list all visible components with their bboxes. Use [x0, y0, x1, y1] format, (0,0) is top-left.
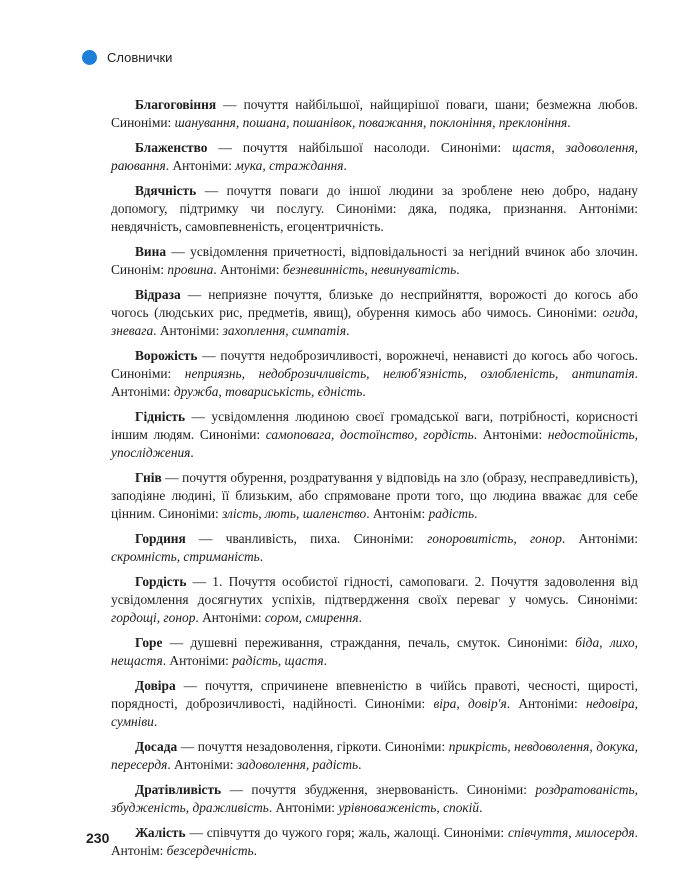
entry-end: . — [153, 714, 158, 729]
entry-synonyms: шанування, пошана, пошанівок, поважання, поклоніння, преклоніння — [174, 115, 568, 130]
entry-end: . — [358, 610, 363, 625]
entry-definition: — почуття незадоволення, гіркоти. Синоніми: — [177, 739, 449, 754]
entry-end: . — [253, 843, 257, 858]
entry-term: Відраза — [135, 287, 181, 302]
dictionary-entry — [111, 738, 638, 774]
entry-synonyms: неприязнь, недоброзичливість, нелюб'язність, озлобленість, антипатія — [184, 366, 635, 381]
dictionary-entry — [111, 781, 638, 817]
dictionary-entry — [111, 573, 638, 627]
entry-synonyms: гордощі, гонор — [111, 610, 196, 625]
entry-definition: — почуття поваги до іншої людини за зроблене нею добро, надану допомогу, підтримку чи послугу. Синоніми: дяка, подяка, признання. Антоніми: невдячність, самовпевненість, егоцентричність. — [111, 183, 638, 234]
dictionary-entry — [111, 469, 638, 523]
entry-term: Довіра — [135, 678, 176, 693]
entry-term: Гордість — [135, 574, 187, 589]
entry-synonyms: прикрість, невдоволення, докука, пересердя — [111, 739, 638, 772]
section-bullet-icon — [82, 50, 97, 65]
entry-separator: . Антоніми: — [111, 366, 638, 399]
dictionary-entry — [111, 347, 638, 401]
entry-separator: . Антоніми: — [268, 800, 339, 815]
entry-separator: . Антонім: — [366, 506, 429, 521]
entry-term: Вина — [135, 244, 167, 259]
entry-definition: — чванливість, пиха. Синоніми: — [185, 531, 428, 546]
entry-definition: — почуття недоброзичливості, ворожнечі, ненависті до когось або чогось. Синоніми: — [111, 348, 638, 381]
entry-definition: — неприязне почуття, близьке до несприйняття, ворожості до когось або чогось (людських рис, предметів, явищ), обурення кимось або чимось. Синоніми: — [111, 287, 638, 320]
entry-definition: — почуття, спричинене впевненістю в чиїйсь правоті, чесності, щирості, порядності, доброзичливості, надійності. Синоніми: — [111, 678, 638, 711]
entry-separator: . Антоніми: — [561, 531, 638, 546]
dictionary-entry — [111, 824, 638, 860]
entry-definition: — почуття збудження, знервованість. Синоніми: — [221, 782, 536, 797]
entry-antonyms: безневинність, невинуватість — [282, 262, 457, 277]
entry-antonyms: мука, страждання — [235, 158, 344, 173]
entry-separator: . Антоніми: — [165, 158, 236, 173]
entry-end: . — [190, 445, 194, 460]
entry-separator: . Антоніми: — [162, 653, 233, 668]
entry-end: . — [362, 384, 366, 399]
page-number: 230 — [86, 830, 110, 846]
entry-separator: . Антоніми: — [153, 323, 223, 338]
entry-definition: — почуття найбільшої насолоди. Синоніми: — [207, 140, 513, 155]
entry-definition: — почуття обурення, роздратування у відповідь на зло (образу, несправедливість), заподіяне людині, її близьким, або спрямоване проти того, що людина вважає для себе цінним. Синоніми: — [111, 470, 638, 521]
entry-term: Гнів — [135, 470, 162, 485]
entry-synonyms: біда, лихо, нещастя — [111, 635, 639, 668]
entry-separator: . Антоніми: — [473, 427, 548, 442]
dictionary-entries — [111, 96, 638, 867]
section-header — [82, 50, 172, 65]
entry-antonyms: сором, смирення — [264, 610, 359, 625]
entry-term: Ворожість — [135, 348, 198, 363]
entry-term: Гординя — [135, 531, 186, 546]
entry-term: Гідність — [135, 409, 186, 424]
entry-synonyms: огида, зневага — [111, 305, 638, 338]
entry-definition: — співчуття до чужого горя; жаль, жалощі. Синоніми: — [185, 825, 509, 840]
entry-definition: — усвідомлення людиною своєї громадської ваги, потрібності, корисності іншим людям. Синоніми: — [111, 409, 638, 442]
dictionary-entry — [111, 182, 638, 236]
section-title: Словнички — [107, 50, 173, 65]
dictionary-entry — [111, 408, 638, 462]
dictionary-entry — [111, 530, 638, 566]
entry-separator: . Антоніми: — [167, 757, 237, 772]
entry-separator: . Антоніми: — [195, 610, 265, 625]
entry-definition: — почуття найбільшої, найщирішої поваги, шани; безмежна любов. Синоніми: — [111, 97, 638, 130]
dictionary-entry — [111, 286, 638, 340]
entry-synonyms: співчуття, милосердя — [508, 825, 635, 840]
entry-term: Благоговіння — [135, 97, 217, 112]
entry-synonyms: злість, лють, шаленство — [222, 506, 367, 521]
entry-end: . — [479, 800, 483, 815]
entry-end: . — [474, 506, 478, 521]
entry-end: . — [358, 757, 362, 772]
entry-antonyms: радість, щастя — [232, 653, 324, 668]
entry-antonyms: захоплення, симпатія — [222, 323, 347, 338]
entry-separator: . Антоніми: — [213, 262, 283, 277]
entry-separator: . Антонім: — [111, 825, 638, 858]
dictionary-entry — [111, 96, 638, 132]
entry-synonyms: роздратованість, збудженість, дражливість — [111, 782, 638, 815]
entry-end: . — [346, 323, 350, 338]
dictionary-entry — [111, 634, 638, 670]
entry-term: Блаженство — [135, 140, 208, 155]
entry-antonyms: недовіра, сумніви — [111, 696, 639, 729]
entry-term: Вдячність — [135, 183, 197, 198]
entry-term: Дратівливість — [135, 782, 222, 797]
entry-term: Досада — [135, 739, 178, 754]
entry-synonyms: щастя, задоволення, раювання — [111, 140, 638, 173]
entry-antonyms: безсердечність — [166, 843, 254, 858]
entry-end: . — [456, 262, 460, 277]
entry-antonyms: радість — [428, 506, 475, 521]
entry-antonyms: скромність, стриманість — [111, 549, 260, 564]
entry-synonyms: провина — [167, 262, 214, 277]
entry-separator: . Антоніми: — [506, 696, 587, 711]
dictionary-entry — [111, 139, 638, 175]
entry-end: . — [259, 549, 264, 564]
entry-end: . — [343, 158, 347, 173]
entry-antonyms: недостойність, упосліджения — [111, 427, 638, 460]
entry-end: . — [323, 653, 328, 668]
entry-definition: — усвідомлення причетності, відповідальності за негідний вчинок або злочин. Синонім: — [111, 244, 638, 277]
dictionary-entry — [111, 677, 638, 731]
dictionary-entry — [111, 243, 638, 279]
entry-antonyms: урівноваженість, спокій — [338, 800, 480, 815]
entry-definition: — душевні переживання, страждання, печаль, смуток. Синоніми: — [162, 635, 576, 650]
entry-term: Жалість — [135, 825, 186, 840]
entry-antonyms: дружба, товариськість, єдність — [173, 384, 363, 399]
entry-synonyms: гоноровитість, гонор — [427, 531, 562, 546]
entry-antonyms: задоволення, радість — [236, 757, 359, 772]
entry-definition: — 1. Почуття особистої гідності, самоповаги. 2. Почуття задоволення від усвідомлення досягнутих успіхів, підтвердження своїх переваг у чомусь. Синоніми: — [111, 574, 638, 607]
entry-synonyms: віра, довір'я — [433, 696, 507, 711]
entry-separator: . — [567, 115, 571, 130]
entry-term: Горе — [135, 635, 163, 650]
entry-synonyms: самоповага, достоїнство, гордість — [265, 427, 474, 442]
